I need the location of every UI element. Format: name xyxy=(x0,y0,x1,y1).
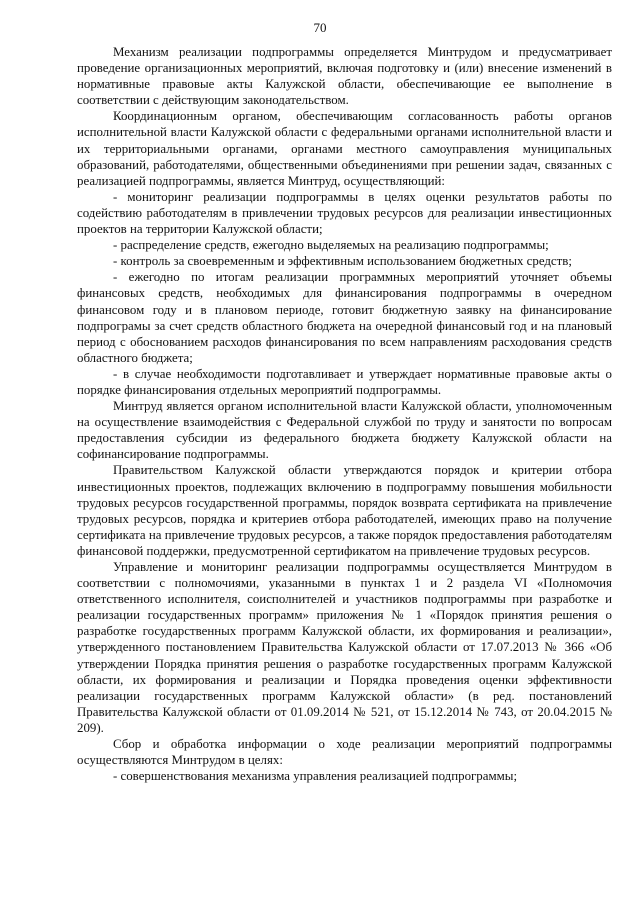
paragraph: Правительством Калужской области утверждаются порядок и критерии отбора инвестиционных проектов, подлежащих включению в подпрограмму повышения мобильности трудовых ресурсов государственной программы, порядок возврата сертификата на привлечение трудовых ресурсов, порядка и критериев отбора работодателей, имеющих право на получение сертификата на привлечение трудовых ресурсов, а также порядок предоставления работодателям финансовой поддержки, предусмотренной сертификатом на привлечение трудовых ресурсов. xyxy=(77,463,612,558)
page-number: 70 xyxy=(313,20,327,35)
list-item: - контроль за своевременным и эффективным использованием бюджетных средств; xyxy=(113,254,572,269)
list-item: - мониторинг реализации подпрограммы в целях оценки результатов работы по содействию работодателям в привлечении трудовых ресурсов для реализации инвестиционных проектов на территории Калужской области; xyxy=(77,189,612,237)
document-body xyxy=(77,44,612,784)
list-item: - ежегодно по итогам реализации программных мероприятий уточняет объемы финансовых средств, необходимых для финансирования подпрограммы в очередном финансовом году и в плановом периоде, готовит бюджетную заявку на финансирование подпрограмы за счет средств областного бюджета на очередной финансовый год и на плановый период с обоснованием расходов финансирования по всем направлениям расходования средств областного бюджета; xyxy=(77,270,612,365)
list-item: - совершенствования механизма управления реализацией подпрограммы; xyxy=(113,769,518,784)
paragraph: Минтруд является органом исполнительной власти Калужской области, уполномоченным на осуществление взаимодействия с Федеральной службой по труду и занятости по вопросам предоставления субсидии из федерального бюджета бюджету Калужской области на софинансирование подпрограммы. xyxy=(77,399,612,462)
list-item: - в случае необходимости подготавливает и утверждает нормативные правовые акты о порядке финансирования отдельных мероприятий подпрограммы. xyxy=(77,366,612,397)
paragraph: Механизм реализации подпрограммы определяется Минтрудом и предусматривает проведение организационных мероприятий, включая подготовку и (или) внесение изменений в нормативные правовые акты Калужской области, обеспечивающие ее выполнение в соответствии с действующим законодательством. xyxy=(77,45,612,108)
list-item: - распределение средств, ежегодно выделяемых на реализацию подпрограммы; xyxy=(113,238,549,253)
paragraph: Управление и мониторинг реализации подпрограммы осуществляется Минтрудом в соответствии с полномочиями, указанными в пунктах 1 и 2 раздела VI «Полномочия ответственного исполнителя, соисполнителей и участников подпрограммы при разработке и реализации государственных программ» приложения № 1 «Порядок принятия решения о разработке государственных программ Калужской области, их формирования и реализации», утвержденного постановлением Правительства Калужской области от 17.07.2013 № 366 «Об утверждении Порядка принятия решения о разработке государственных программ Калужской области, их формирования и реализации и Порядка проведения оценки эффективности реализации государственных программ Калужской области» (в ред. постановлений Правительства Калужской области от 01.09.2014 № 521, от 15.12.2014 № 743, от 20.04.2015 № 209). xyxy=(77,560,612,735)
paragraph: Координационным органом, обеспечивающим согласованность работы органов исполнительной власти Калужской области с федеральными органами исполнительной власти и их территориальными органами, органами местного самоуправления муниципальных образований, работодателями, общественными объединениями при решении задач, связанных с реализацией подпрограммы, является Минтруд, осуществляющий: xyxy=(77,109,612,188)
paragraph: Сбор и обработка информации о ходе реализации мероприятий подпрограммы осуществляются Минтрудом в целях: xyxy=(77,737,612,768)
